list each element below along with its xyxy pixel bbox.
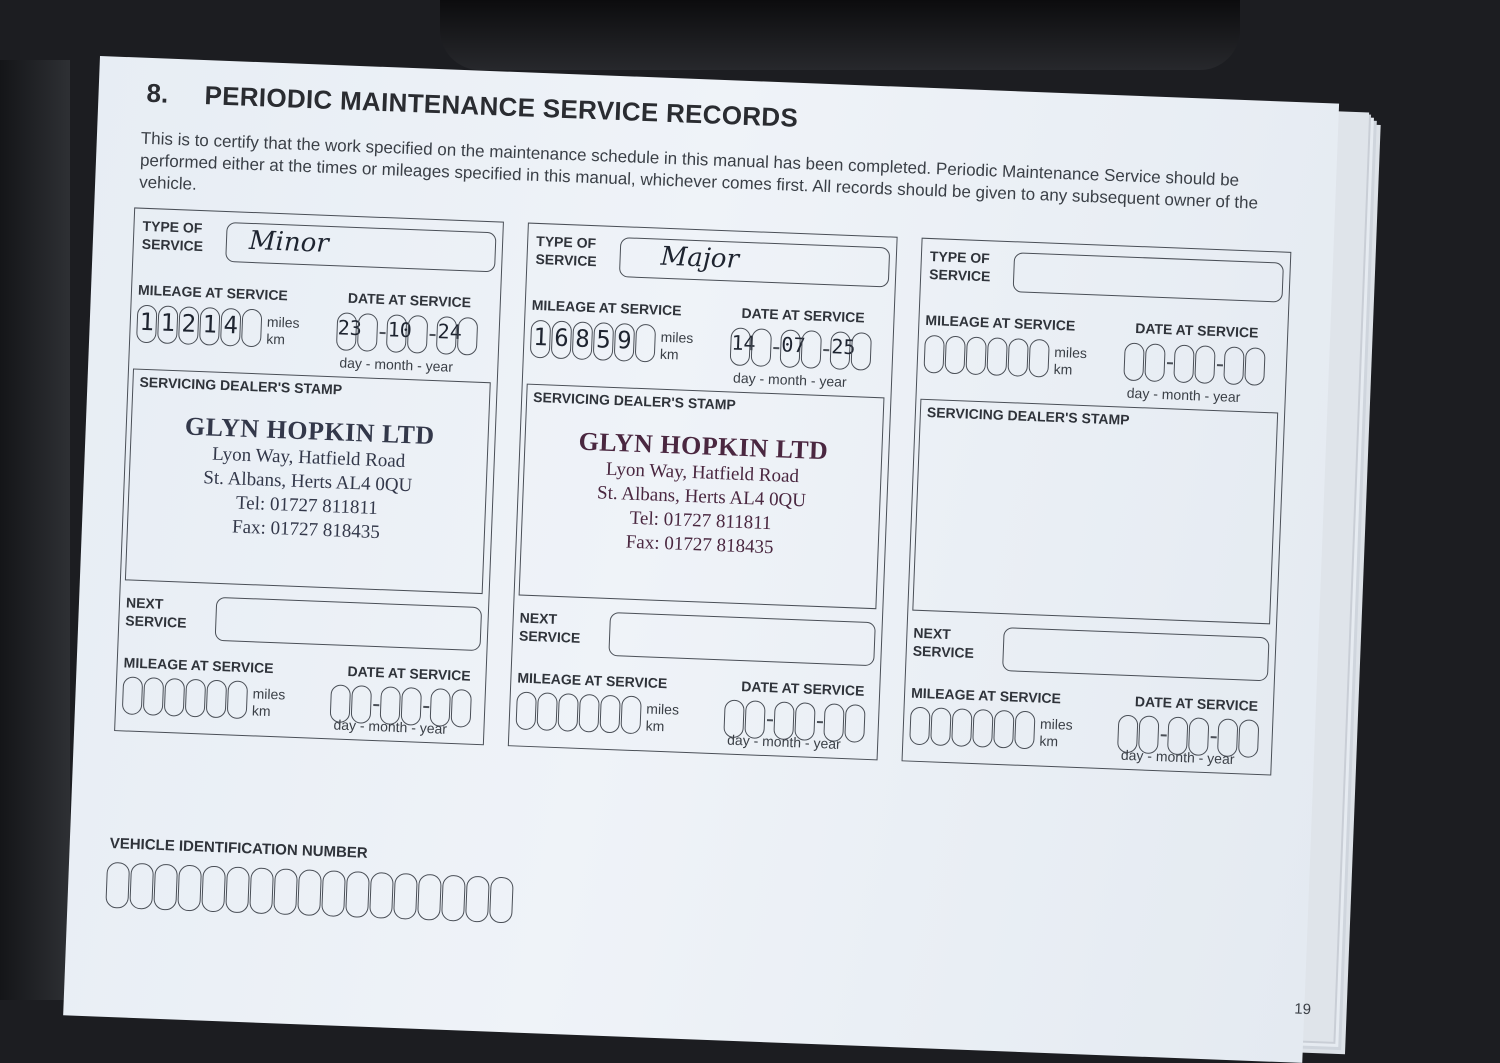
dealer-stamp-box [519, 384, 885, 610]
type-of-service-label: TYPE OF SERVICE [928, 248, 991, 285]
next-service-label: NEXT SERVICE [125, 594, 187, 631]
next-date-caption: day - month - year [333, 716, 448, 737]
type-of-service-field[interactable] [225, 222, 496, 272]
type-of-service-field[interactable] [619, 237, 890, 287]
mileage-digit[interactable]: 6 [551, 321, 572, 360]
next-unit-labels: miles km [1039, 715, 1074, 750]
next-date-label: DATE AT SERVICE [347, 662, 471, 684]
service-record-3 [902, 238, 1292, 776]
next-date-caption: day - month - year [1120, 746, 1235, 768]
mileage-digits[interactable] [923, 335, 1050, 378]
mileage-digit[interactable]: 2 [178, 306, 199, 345]
vin-digits[interactable] [105, 862, 514, 924]
mileage-digit[interactable]: 1 [136, 305, 157, 344]
mileage-label: MILEAGE AT SERVICE [925, 311, 1076, 334]
type-of-service-handwritten: Major [660, 241, 740, 275]
next-date-label: DATE AT SERVICE [1134, 693, 1259, 714]
date-label: DATE AT SERVICE [1135, 319, 1259, 341]
dealer-stamp-label: SERVICING DEALER'S STAMP [139, 373, 343, 398]
next-unit-labels: miles km [645, 700, 680, 735]
mileage-label: MILEAGE AT SERVICE [137, 281, 289, 304]
dealer-stamp-label: SERVICING DEALER'S STAMP [926, 404, 1130, 428]
section-number: 8. [146, 77, 169, 109]
mileage-digit[interactable] [241, 309, 262, 348]
dealer-stamp-box [125, 368, 491, 594]
date-caption: day - month - year [732, 369, 847, 390]
service-record-1 [114, 207, 504, 745]
next-mileage-digits[interactable] [122, 676, 249, 719]
service-record-2 [508, 223, 898, 761]
next-service-field[interactable] [608, 612, 875, 666]
dealer-stamp: GLYN HOPKIN LTD Lyon Way, Hatfield Road St. Albans, Herts AL4 0QU Tel: 01727 811811 Fax: 01727 818435 [578, 426, 829, 559]
mileage-digit[interactable]: 1 [530, 320, 551, 359]
next-service-field[interactable] [1002, 627, 1269, 681]
mileage-digit[interactable]: 8 [572, 321, 593, 360]
dealer-stamp: GLYN HOPKIN LTD Lyon Way, Hatfield Road St. Albans, Herts AL4 0QU Tel: 01727 811811 Fax: 01727 818435 [184, 411, 436, 544]
unit-labels: miles km [265, 313, 300, 348]
date-boxes[interactable]: 23 10 24 [336, 312, 479, 355]
next-mileage-digits[interactable] [515, 691, 642, 734]
dealer-stamp-label: SERVICING DEALER'S STAMP [532, 388, 737, 413]
service-record-page [63, 56, 1339, 1063]
mileage-digits[interactable] [136, 305, 263, 348]
mileage-digit[interactable]: 4 [220, 308, 241, 347]
date-label: DATE AT SERVICE [347, 289, 472, 311]
next-mileage-digits[interactable] [909, 707, 1036, 750]
car-seat-background [0, 60, 70, 1000]
date-boxes[interactable] [1123, 343, 1266, 386]
date-caption: day - month - year [339, 354, 454, 375]
dealer-stamp-box [912, 399, 1278, 625]
vin-label: VEHICLE IDENTIFICATION NUMBER [109, 834, 368, 862]
type-of-service-handwritten: Minor [248, 225, 330, 259]
date-caption: day - month - year [1126, 384, 1241, 406]
intro-text: This is to certify that the work specified on the maintenance schedule in this manual has been completed. Periodic Maintenance Service should be performed either at the times or mileages specified in this manual, whichever comes first. All records should be given to any subsequent owner of the vehicle. [138, 128, 1259, 213]
next-service-label: NEXT SERVICE [518, 609, 581, 646]
next-mileage-label: MILEAGE AT SERVICE [910, 684, 1062, 707]
mileage-digit[interactable] [635, 324, 656, 363]
mileage-digit[interactable]: 9 [614, 323, 635, 362]
type-of-service-label: TYPE OF SERVICE [535, 232, 598, 270]
section-title: PERIODIC MAINTENANCE SERVICE RECORDS [204, 80, 799, 133]
unit-labels: miles km [659, 328, 694, 363]
type-of-service-field[interactable] [1013, 252, 1284, 302]
page-number: 19 [1293, 1000, 1312, 1019]
date-boxes[interactable]: 14 07 25 [730, 327, 873, 370]
mileage-digit[interactable]: 5 [593, 322, 614, 361]
unit-labels: miles km [1053, 343, 1088, 378]
next-mileage-label: MILEAGE AT SERVICE [517, 669, 668, 692]
date-label: DATE AT SERVICE [741, 304, 866, 326]
mileage-digits[interactable] [530, 320, 657, 363]
type-of-service-label: TYPE OF SERVICE [141, 217, 204, 255]
mileage-label: MILEAGE AT SERVICE [531, 296, 682, 319]
next-service-label: NEXT SERVICE [912, 624, 975, 661]
mileage-digit[interactable]: 1 [199, 307, 220, 346]
next-mileage-label: MILEAGE AT SERVICE [123, 654, 274, 677]
car-console-background [440, 0, 1240, 70]
next-unit-labels: miles km [251, 685, 286, 720]
next-date-label: DATE AT SERVICE [740, 678, 865, 699]
next-service-field[interactable] [215, 597, 482, 651]
next-date-caption: day - month - year [726, 731, 842, 752]
mileage-digit[interactable]: 1 [157, 305, 178, 344]
